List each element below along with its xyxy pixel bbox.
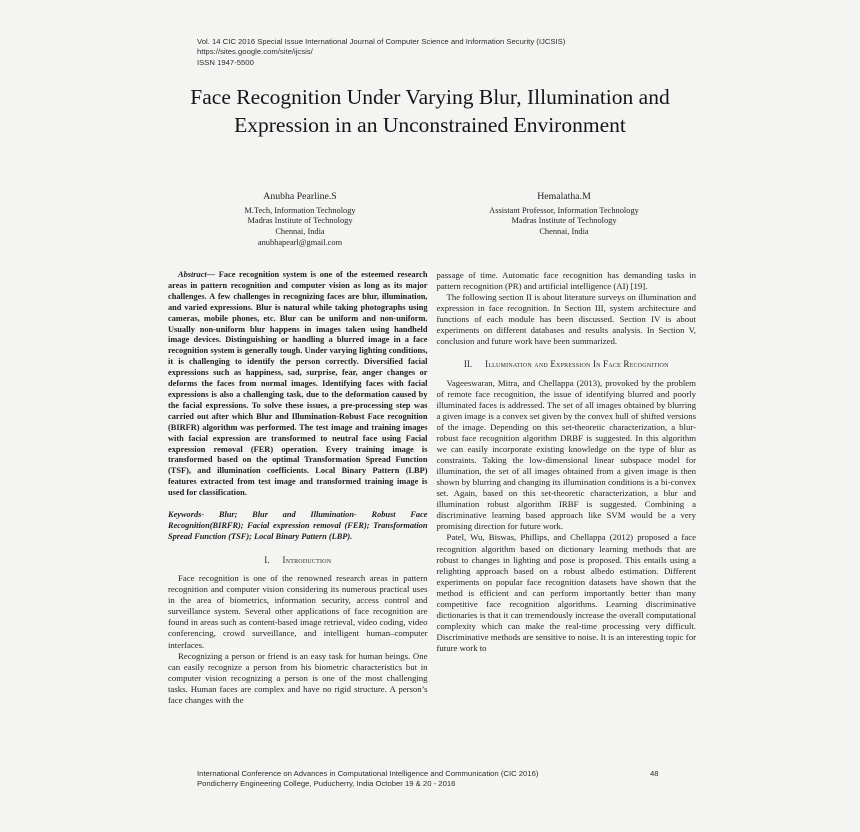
header-url: https://sites.google.com/site/ijcsis/: [197, 47, 313, 57]
abstract-label: Abstract—: [178, 270, 216, 279]
author-role: Assistant Professor, Information Technology: [489, 205, 639, 215]
body-paragraph: Patel, Wu, Biswas, Phillips, and Chellappa (2012) proposed a face recognition algorithm based on dictionary learning methods that are robust to changes in lighting and pose is proposed. This entails using a relighting approach based on a robust albedo estimation. Different experiments on popular face recognition datasets have shown that the method is efficient and can perform importantly better than many competitive face recognition algorithms. Learning discriminative dictionaries is that it can tremendously increase the overall computational complexity which can make the real-time processing very difficult. Discriminative methods are sensitive to noise. It is an interesting topic for future work to: [436, 532, 696, 653]
journal-header: [197, 37, 565, 68]
section-number: I.: [264, 554, 270, 565]
author-institution: Madras Institute of Technology: [511, 216, 617, 226]
author-block-2: [432, 191, 696, 248]
abstract-paragraph: [168, 270, 428, 499]
author-institution: Madras Institute of Technology: [247, 216, 353, 226]
author-email: anubhapearl@gmail.com: [257, 237, 343, 247]
footer-venue-line: Pondicherry Engineering College, Puducherry, India October 19 & 20 - 2016: [197, 779, 456, 789]
section-heading-illumination: [437, 359, 697, 371]
body-columns: [168, 270, 696, 768]
footer: [197, 769, 538, 790]
keywords-paragraph: Keywords- Blur; Blur and Illumination- Robust Face Recognition(BIRFR); Facial expression removal (FER); Transformation Spread Function (TSF); Local Binary Pattern (LBP).: [168, 510, 428, 541]
left-column: [168, 270, 428, 768]
page-number: 48: [650, 769, 659, 778]
right-column: [437, 270, 697, 768]
section-title: Illumination and Expression In Face Recognition: [485, 359, 669, 370]
author-location: Chennai, India: [275, 226, 325, 236]
header-issn: ISSN 1947-5500: [197, 57, 254, 67]
author-role: M.Tech, Information Technology: [244, 205, 356, 215]
author-name: Hemalatha.M: [537, 191, 591, 202]
abstract-text: Face recognition system is one of the esteemed research areas in pattern recognition and computer vision as long as its major challenges. A few challenges in recognizing faces are blur, illumination, and varied expressions. Blur is natural while taking photographs using cameras, mobile phones, etc. Blur can be uniform and non-uniform. Usually non-uniform blur happens in images taken using handheld image devices. Distinguishing or handling a blurred image in a face recognition system is generally tough. Under varying lighting conditions, it is challenging to identify the person correctly. Diversified facial expressions such as happiness, sad, surprise, fear, anger changes or deforms the faces from normal images. Identifying faces with facial expressions is also a challenging task, due to the deformation caused by the facial expressions. To solve these issues, a pre-processing step was carried out after which Blur and Illumination-Robust Face recognition (BIRFR) algorithm was performed. The test image and training images with facial expression are transformed to neutral face using Facial expression removal (FER) operation. Every training image is transformed based on the optimal Transformation Spread Function (TSF), and illumination coefficients. Local Binary Pattern (LBP) features extracted from test image and transformed training image is used for classification.: [168, 270, 428, 498]
body-paragraph: Vageeswaran, Mitra, and Chellappa (2013), provoked by the problem of remote face recognition, the issue of identifying blurred and poorly illuminated faces is addressed. The set of all images obtained by blurring a given image is a convex set given by the convex hull of shifted versions of the image. Depending on this set-theoretic characterization, a blur-robust face recognition algorithm DRBF is suggested. In this algorithm we can easily incorporate existing knowledge on the type of blur as constraints. Taking the low-dimensional linear subspace model for illumination, the set of all images obtained from a given image is then shown by blurring and changing its illumination conditions is a bi-convex set. Again, based on this set-theoretic characterization, a blur and illumination robust algorithm IRBF is suggested. Combining a discriminative learning based approach like SVM would be a very promising direction for future work.: [436, 377, 696, 532]
section-number: II.: [463, 359, 473, 370]
body-paragraph: passage of time. Automatic face recognition has demanding tasks in pattern recognition (PR) and artificial intelligence (AI) [19].: [436, 270, 696, 292]
body-paragraph: The following section II is about literature surveys on illumination and expression in face recognition. In Section III, system architecture and functions of each module has been discussed. Section IV is about experiments on different databases and results analysis. In Section V, conclusion and future work have been summarized.: [436, 292, 696, 347]
footer-conference-line: International Conference on Advances in Computational Intelligence and Communication (CIC 2016): [197, 769, 539, 778]
body-paragraph: Face recognition is one of the renowned research areas in pattern recognition and computer vision considering its numerous practical uses in the area of biometrics, information security, access control and surveillance system. Several other applications of face recognition are found in areas such as content-based image retrieval, video coding, video conferencing, crowd surveillance, and intelligent human–computer interfaces.: [168, 573, 428, 650]
paper-title: Face Recognition Under Varying Blur, Illumination and Expression in an Unconstrained Environment: [190, 85, 670, 137]
author-location: Chennai, India: [539, 226, 589, 236]
header-volume-line: Vol. 14 CIC 2016 Special Issue International Journal of Computer Science and Information Security (IJCSIS): [197, 37, 566, 46]
author-blocks: [168, 191, 696, 248]
section-heading-introduction: [168, 555, 428, 567]
author-name: Anubha Pearline.S: [263, 191, 337, 202]
section-title: Introduction: [282, 554, 332, 565]
body-paragraph: Recognizing a person or friend is an easy task for human beings. One can easily recognize a person from his biometric characteristics but in computer vision recognizing a person is one of the most challenging tasks. Human faces are complex and have no rigid structure. A person’s face changes with the: [168, 650, 428, 705]
author-block-1: [168, 191, 432, 248]
